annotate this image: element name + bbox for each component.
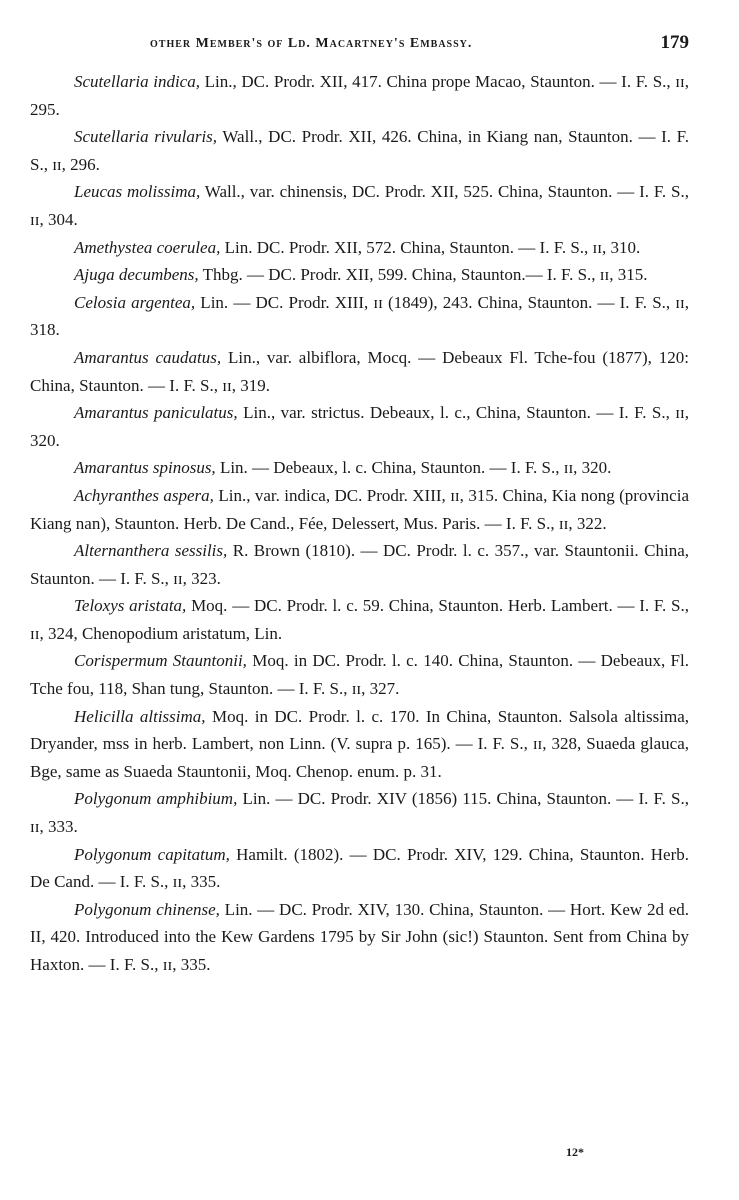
species-name: Polygonum chinense, — [74, 899, 220, 919]
entry — [30, 234, 689, 262]
entry-text: Wall., var. chinensis, DC. Prodr. XII, 525. China, Staunton. — I. F. S., ɪɪ, 304. — [30, 182, 689, 229]
entry — [30, 344, 689, 399]
entry-text: Lin. — DC. Prodr. XIV (1856) 115. China, Staunton. — I. F. S., ɪɪ, 333. — [30, 789, 689, 837]
entry — [30, 647, 689, 702]
entry-text: Wall., DC. Prodr. XII, 426. China, in Kiang nan, Staunton. — I. F. S., ɪɪ, 296. — [30, 127, 689, 174]
entry-text: Lin. — Debeaux, l. c. China, Staunton. — I. F. S., ɪɪ, 320. — [215, 458, 612, 478]
species-name: Scutellaria indica, — [74, 72, 200, 91]
entry — [30, 289, 689, 344]
signature-mark: 12* — [566, 1145, 584, 1159]
entry-text: Lin. DC. Prodr. XII, 572. China, Staunton. — I. F. S., ɪɪ, 310. — [220, 237, 641, 257]
entry — [30, 785, 689, 840]
entry-list — [30, 68, 689, 979]
entry — [30, 399, 689, 454]
species-name: Teloxys aristata, — [74, 596, 187, 616]
entry — [30, 592, 689, 647]
running-title: other Member's of Ld. Macartney's Embassy. — [150, 36, 473, 51]
species-name: Amarantus spinosus, — [74, 458, 216, 478]
entry — [30, 261, 689, 289]
species-name: Helicilla altissima, — [74, 706, 206, 726]
entry — [30, 482, 689, 537]
species-name: Corispermum Stauntonii, — [74, 651, 247, 671]
entry — [30, 68, 689, 123]
species-name: Scutellaria rivularis, — [74, 127, 218, 147]
entry — [30, 454, 689, 482]
species-name: Achyranthes aspera, — [74, 485, 214, 505]
entry — [30, 123, 689, 178]
species-name: Amethystea coerulea, — [74, 237, 221, 257]
entry-text: Lin., var. indica, DC. Prodr. XIII, ɪɪ, 315. China, Kia nong (provincia Kiang nan), Staunton. Herb. De Cand., Fée, Delessert, Mus. Paris. — I. F. S., ɪɪ, 322. — [30, 485, 689, 533]
species-name: Polygonum capitatum, — [74, 844, 230, 864]
page-number: 179 — [660, 32, 689, 53]
species-name: Amarantus paniculatus, — [74, 403, 238, 423]
entry-text: Lin. — DC. Prodr. XIV, 130. China, Staunton. — Hort. Kew 2d ed. II, 420. Introduced into the Kew Gardens 1795 by Sir John (sic!) Staunton. Sent from China by Haxton. — I. F. S., ɪɪ, 335. — [30, 899, 689, 974]
running-head — [30, 30, 689, 60]
entry-text: Lin. — DC. Prodr. XIII, ɪɪ (1849), 243. China, Staunton. — I. F. S., ɪɪ, 318. — [30, 292, 689, 340]
entry-text: Moq. in DC. Prodr. l. c. 170. In China, Staunton. Salsola altissima, Dryander, mss in herb. Lambert, non Linn. (V. supra p. 165). — I. F. S., ɪɪ, 328, Suaeda glauca, Bge, same as Suaeda Stauntonii, Moq. Chenop. enum. p. 31. — [30, 706, 689, 781]
entry-text: Lin., DC. Prodr. XII, 417. China prope Macao, Staunton. — I. F. S., ɪɪ, 295. — [30, 72, 689, 119]
entry — [30, 178, 689, 233]
species-name: Celosia argentea, — [74, 292, 196, 312]
species-name: Polygonum amphibium, — [74, 789, 238, 809]
entry-text: Moq. in DC. Prodr. l. c. 140. China, Staunton. — Debeaux, Fl. Tche fou, 118, Shan tung, Staunton. — I. F. S., ɪɪ, 327. — [30, 651, 689, 699]
entry-text: Lin., var. strictus. Debeaux, l. c., China, Staunton. — I. F. S., ɪɪ, 320. — [30, 403, 689, 450]
entry-text: R. Brown (1810). — DC. Prodr. l. c. 357., var. Stauntonii. China, Staunton. — I. F. S., ɪɪ, 323. — [30, 541, 689, 588]
entry — [30, 703, 689, 786]
species-name: Leucas molissima, — [74, 182, 201, 202]
entry — [30, 537, 689, 592]
species-name: Amarantus caudatus, — [74, 347, 222, 367]
entry — [30, 896, 689, 979]
entry-text: Moq. — DC. Prodr. l. c. 59. China, Staunton. Herb. Lambert. — I. F. S., ɪɪ, 324, Chenopodium aristatum, Lin. — [30, 596, 689, 643]
entry — [30, 841, 689, 896]
entry-text: Lin., var. albiflora, Mocq. — Debeaux Fl. Tche-fou (1877), 120: China, Staunton. — I. F. S., ɪɪ, 319. — [30, 347, 689, 395]
entry-text: Hamilt. (1802). — DC. Prodr. XIV, 129. China, Staunton. Herb. De Cand. — I. F. S., ɪɪ, 335. — [30, 844, 689, 892]
entry-text: Thbg. — DC. Prodr. XII, 599. China, Staunton.— I. F. S., ɪɪ, 315. — [198, 265, 648, 285]
species-name: Alternanthera sessilis, — [74, 541, 228, 561]
species-name: Ajuga decumbens, — [74, 265, 199, 285]
